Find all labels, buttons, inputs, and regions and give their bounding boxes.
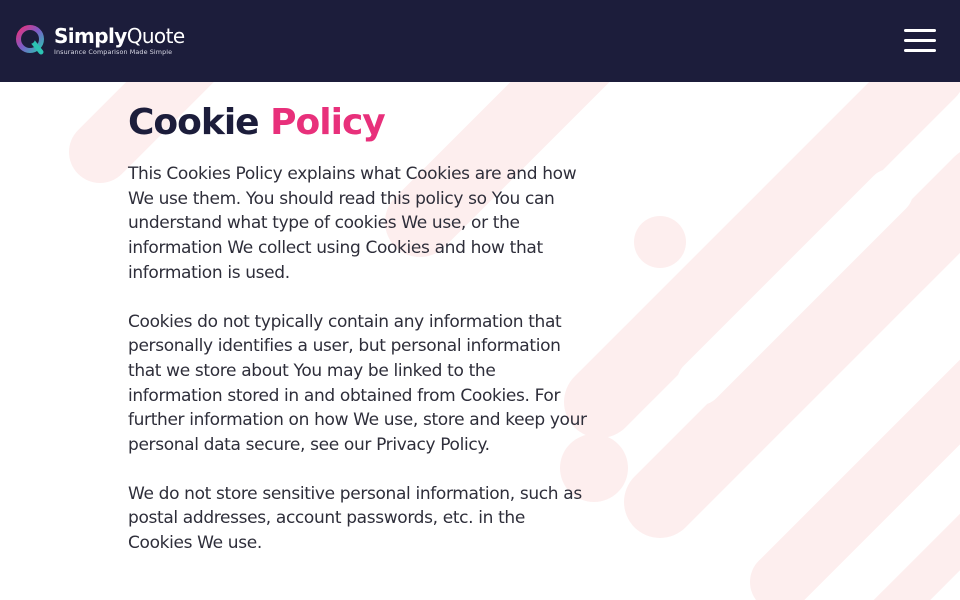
hamburger-menu-icon[interactable] <box>904 29 936 53</box>
paragraph-intro: This Cookies Policy explains what Cookies are and how We use them. You should read this policy so You can understand what type of cookies We use, or the information We collect using Cookies and how that information is used. <box>128 164 577 283</box>
page-title <box>128 98 588 148</box>
menu-bar-top <box>904 29 936 32</box>
site-logo[interactable] <box>14 22 185 60</box>
logo-text <box>54 26 185 55</box>
logo-name-light: Quote <box>126 24 185 49</box>
menu-bar-middle <box>904 39 936 42</box>
q-logo-icon <box>14 23 50 59</box>
site-header <box>0 0 960 82</box>
page-title-accent: Policy <box>270 102 385 143</box>
page-title-main: Cookie <box>128 102 259 143</box>
paragraph-sensitive-info: We do not store sensitive personal information, such as postal addresses, account passwords, etc. in the Cookies We use. <box>128 483 582 554</box>
logo-name-bold: Simply <box>54 24 127 49</box>
menu-bar-bottom <box>904 49 936 52</box>
logo-name <box>54 24 185 49</box>
logo-tagline: Insurance Comparison Made Simple <box>54 48 173 57</box>
main-content <box>128 98 588 580</box>
paragraph-personal-info: Cookies do not typically contain any information that personally identifies a user, but personal information that we store about You may be linked to the information stored in and obtained from Cookies. For further information on how We use, store and keep your personal data secure, see our Privacy Policy. <box>128 311 587 456</box>
